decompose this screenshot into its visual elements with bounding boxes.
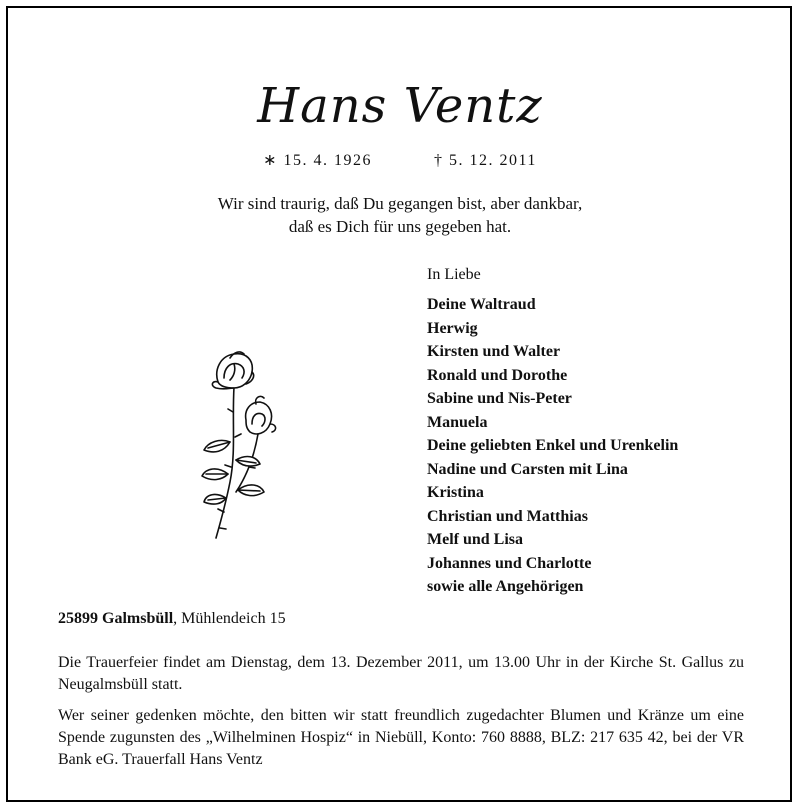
deceased-name: Hans Ventz (257, 78, 543, 134)
verse-line: daß es Dich für uns gegeben hat. (288, 217, 512, 236)
mourner-name: sowie alle Angehörigen (427, 578, 584, 595)
mourner-name: Deine Waltraud (427, 296, 536, 313)
memorial-verse (0, 192, 800, 238)
family-address (58, 610, 286, 628)
rose-icon (194, 342, 294, 542)
mourner-name: Deine geliebten Enkel und Urenkelin (427, 437, 679, 454)
mourner-name: Manuela (427, 413, 488, 431)
mourner-name: Ronald und Dorothe (427, 366, 568, 384)
mourner-name: Kristina (427, 484, 484, 501)
birth-date: ∗ 15. 4. 1926 (263, 152, 372, 169)
funeral-info: Die Trauerfeier findet am Dienstag, dem 13. Dezember 2011, um 13.00 Uhr in der Kirche St. Gallus zu Neugalmsbüll statt. (58, 654, 744, 693)
address-street: , Mühlendeich 15 (173, 610, 286, 627)
mourner-name: Melf und Lisa (427, 531, 524, 548)
mourner-name: Nadine und Carsten mit Lina (427, 460, 628, 478)
mourner-name: Sabine und Nis-Peter (427, 390, 572, 407)
mourner-name: Johannes und Charlotte (427, 554, 592, 572)
life-dates (0, 150, 800, 170)
death-date: † 5. 12. 2011 (434, 152, 537, 169)
mourners-list (427, 293, 678, 599)
in-love-heading: In Liebe (427, 266, 481, 283)
mourner-name: Herwig (427, 319, 478, 337)
mourner-name: Christian und Matthias (427, 507, 588, 525)
donation-info: Wer seiner gedenken möchte, den bitten wir statt freundlich zugedachter Blumen und Kränze um eine Spende zugunsten des „Wilhelminen Hospiz“ in Niebüll, Konto: 760 8888, BLZ: 217 635 42, bei der VR Bank eG. Trauerfall Hans Ventz (58, 707, 744, 768)
mourner-name: Kirsten und Walter (427, 343, 561, 360)
verse-line: Wir sind traurig, daß Du gegangen bist, aber dankbar, (217, 194, 583, 213)
address-postcode-town: 25899 Galmsbüll (58, 610, 174, 627)
